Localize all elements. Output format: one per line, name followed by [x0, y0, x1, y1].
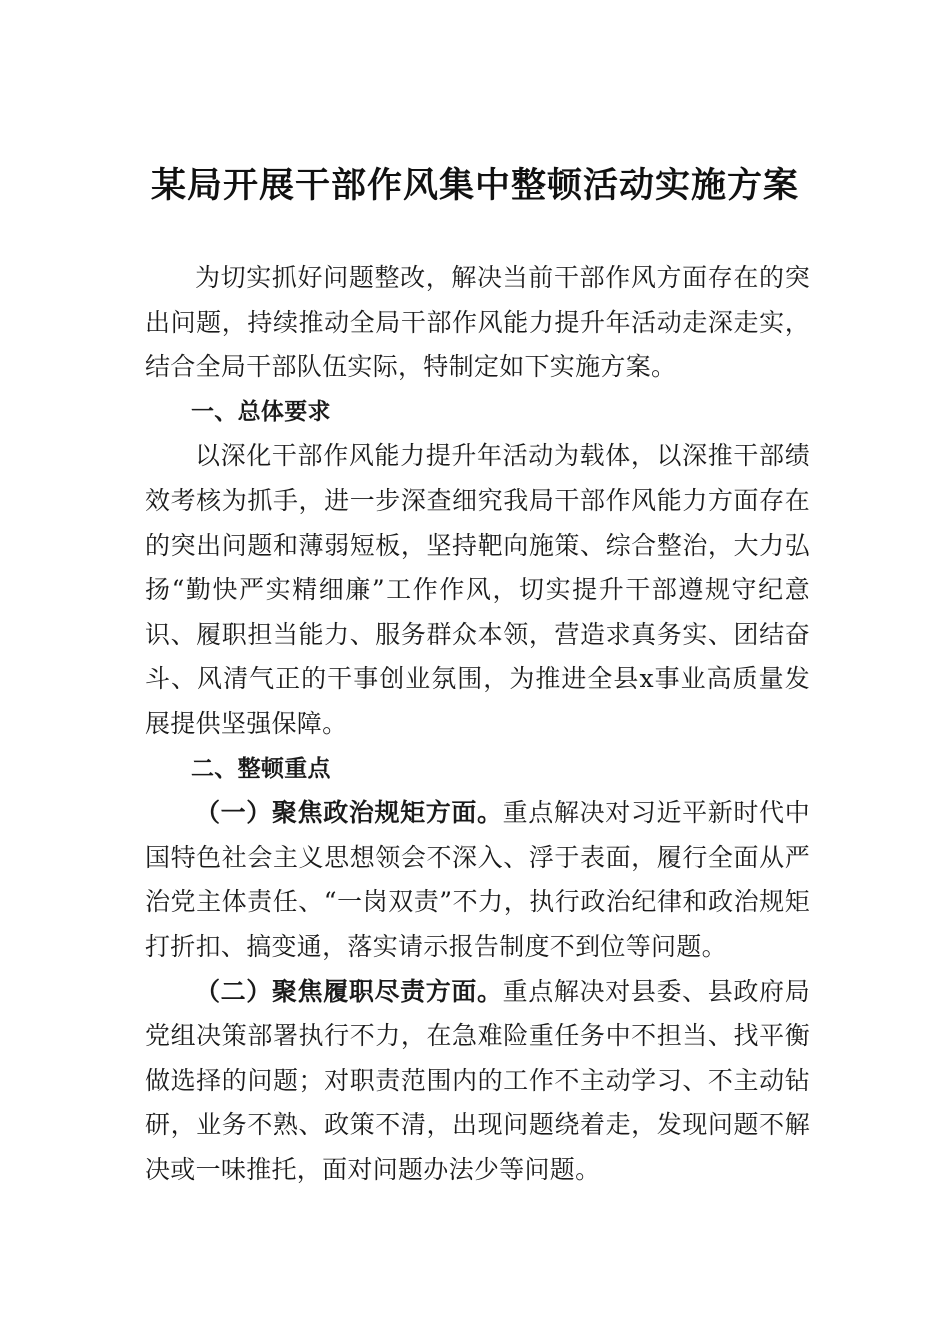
- focus-item-body: 重点解决对习近平新时代中国特色社会主义思想领会不深入、浮于表面，履行全面从严治党主体责任、“一岗双责”不力，执行政治纪律和政治规矩打折扣、搞变通，落实请示报告制度不到位等问题。: [145, 798, 810, 961]
- focus-item-political-rules: [145, 791, 810, 969]
- intro-paragraph: 为切实抓好问题整改，解决当前干部作风方面存在的突出问题，持续推动全局干部作风能力提升年活动走深走实，结合全局干部队伍实际，特制定如下实施方案。: [145, 263, 810, 382]
- section-heading-rectification-focus: 二、整顿重点: [191, 755, 331, 782]
- document-body: [145, 256, 810, 1192]
- focus-item-lead: （一）聚焦政治规矩方面。: [195, 798, 503, 828]
- section-heading-general-requirements: 一、总体要求: [191, 398, 331, 425]
- focus-item-duty-performance: [145, 970, 810, 1193]
- document-title: 某局开展干部作风集中整顿活动实施方案: [150, 165, 799, 206]
- general-requirements-paragraph: 以深化干部作风能力提升年活动为载体，以深推干部绩效考核为抓手，进一步深查细究我局干部作风能力方面存在的突出问题和薄弱短板，坚持靶向施策、综合整治，大力弘扬“勤快严实精细廉”工作作风，切实提升干部遵规守纪意识、履职担当能力、服务群众本领，营造求真务实、团结奋斗、风清气正的干事创业氛围，为推进全县x事业高质量发展提供坚强保障。: [145, 441, 810, 738]
- focus-item-body: 重点解决对县委、县政府局党组决策部署执行不力，在急难险重任务中不担当、找平衡做选择的问题；对职责范围内的工作不主动学习、不主动钻研，业务不熟、政策不清，出现问题绕着走，发现问题不解决或一味推托，面对问题办法少等问题。: [145, 976, 810, 1184]
- focus-item-lead: （二）聚焦履职尽责方面。: [195, 976, 503, 1006]
